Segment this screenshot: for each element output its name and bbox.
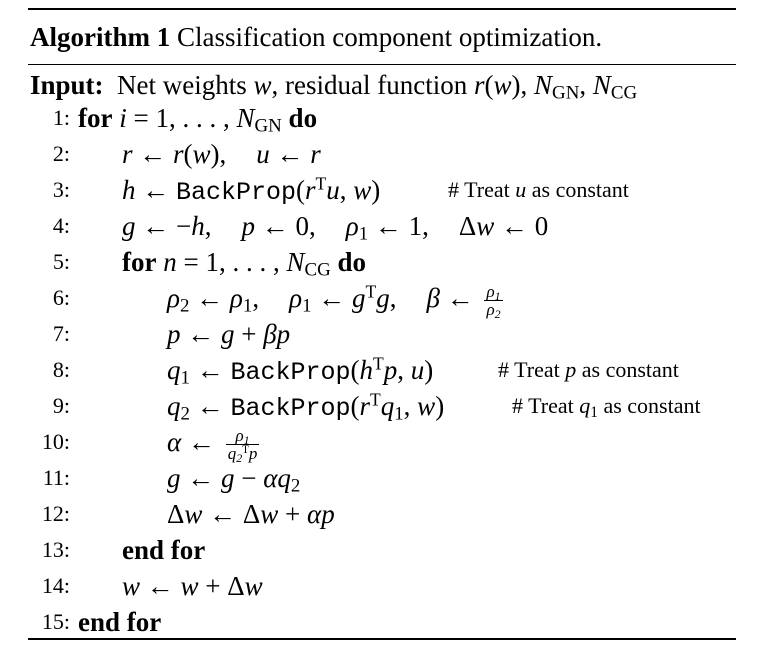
bottom-rule (28, 638, 736, 640)
line-number: 6: (52, 285, 70, 310)
line-number: 1: (52, 105, 70, 130)
input-line (30, 68, 637, 102)
code-line: g ← $g - \alpha q_2$ (167, 463, 301, 497)
code-line: $\rho_2$ ← $\rho_1$, $\rho_1$ ← $g^Tg$, β ← $\frac{\rho_1}{\rho_2}$ (167, 281, 501, 322)
line-number: 15: (41, 609, 70, 634)
algorithm-caption (30, 20, 602, 54)
line-number: 2: (52, 141, 70, 166)
line-number: 4: (52, 213, 70, 238)
line-number: 11: (42, 465, 70, 490)
line-number: 13: (41, 537, 70, 562)
code-line (78, 604, 161, 640)
input-text: Net weights w, residual function r(w), $N_{GN}$, $N_{CG}$ (110, 70, 638, 104)
line-number: 10: (41, 429, 70, 454)
line-number: 9: (52, 393, 70, 418)
line-number: 5: (52, 249, 70, 274)
code-line: h ← $BackProp(r^Tu$, w) (122, 173, 381, 207)
line-comment: # Treat p as constant (498, 357, 679, 382)
line-number: 12: (41, 501, 70, 526)
top-rule (28, 8, 736, 10)
code-line (122, 532, 205, 568)
code-line: α ← $\frac{\rho_1}{q_2^Tp}$ (167, 426, 258, 466)
code-line: p ← g + βp (167, 319, 291, 349)
line-number: 3: (52, 177, 70, 202)
caption-rule (28, 64, 736, 65)
code-line: $q_1$ ← $BackProp(h^Tp$, u) (167, 353, 434, 389)
caption-label: Algorithm 1 (30, 22, 171, 52)
line-comment: # Treat u as constant (448, 177, 629, 202)
code-line: g ← −h, p ← 0, $\rho_1$ ← 1, Δw ← 0 (122, 211, 549, 245)
input-label: Input: (30, 70, 104, 100)
line-number: 14: (41, 573, 70, 598)
end-for-keyword: end for (78, 607, 162, 637)
code-line: for n = 1, . . . , $N_{CG}$ do (122, 247, 367, 281)
code-line: w ← w + Δw (122, 571, 263, 601)
line-comment: # Treat $q_1$ as constant (512, 393, 701, 421)
caption-text: Classification component optimization. (176, 22, 603, 52)
code-line: for i = 1, . . . , $N_{GN}$ do (78, 103, 318, 137)
line-number: 7: (52, 321, 70, 346)
code-line: r ← r(w), u ← r (122, 139, 321, 169)
end-for-keyword: end for (122, 535, 206, 565)
line-number: 8: (52, 357, 70, 382)
code-line: Δw ← Δw + αp (167, 499, 335, 529)
code-line: $q_2$ ← $BackProp(r^Tq_1$, w) (167, 389, 445, 425)
